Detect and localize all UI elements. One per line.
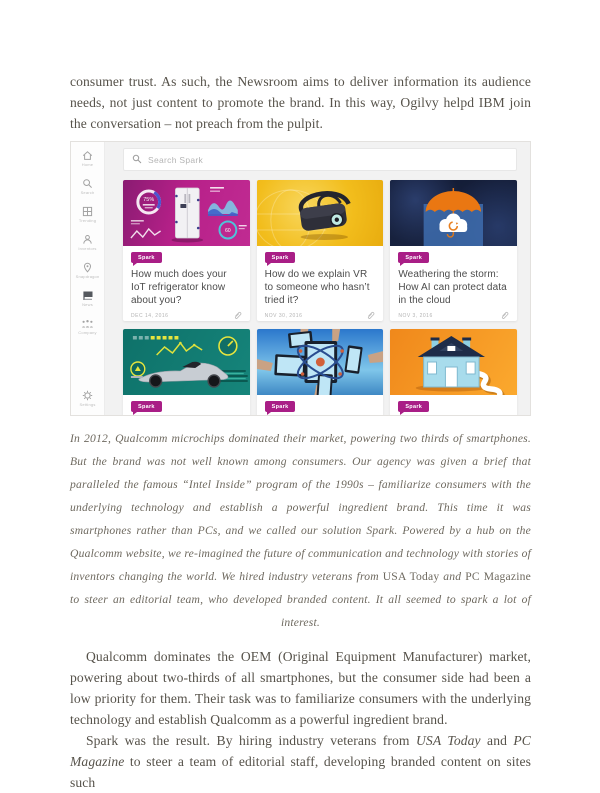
card-footer [265,307,376,321]
spark-tag-badge[interactable]: Spark [265,252,296,263]
spark-sidebar [71,142,105,415]
sidebar-item-trending[interactable] [79,206,96,223]
caption-media-usa-today: USA Today [382,570,440,583]
sidebar-item-label: Company [78,330,97,335]
article-card-grid [123,180,517,415]
sidebar-item-company[interactable] [78,318,97,335]
card-image-iot-fridge [123,180,250,246]
card-body [123,395,250,415]
card-footer [131,307,242,321]
article-card-vr[interactable] [257,180,384,321]
card-title: How much does your IoT refrigerator know about you? [131,269,227,306]
article-card-ai-cloud[interactable] [390,180,517,321]
card-image-smart-house [390,329,517,395]
pin-icon [82,262,93,273]
article-card-house[interactable] [390,329,517,415]
spark-tag-badge[interactable]: Spark [398,401,429,412]
paragraph-spark [70,730,531,793]
gear-icon [82,390,93,401]
card-body [390,246,517,321]
card-body [257,395,384,415]
card-image-vr-headset [257,180,384,246]
sidebar-item-label: News [82,302,93,307]
sidebar-item-label: Home [81,162,94,167]
card-title: Weathering the storm: How AI can protect data in the cloud [398,269,507,306]
card-footer [398,307,509,321]
sidebar-item-inventors[interactable] [78,234,96,251]
sidebar-item-label: Snapdragon [75,274,100,279]
card-date: DEC 14, 2016 [131,313,169,319]
svg-text:60: 60 [225,228,231,235]
spark-tag-badge[interactable]: Spark [131,252,162,263]
sidebar-item-label: Search [80,190,95,195]
sidebar-item-settings[interactable] [79,390,95,407]
svg-text:75%: 75% [143,196,155,204]
card-image-tablets-atom [257,329,384,395]
share-link-icon[interactable] [233,307,242,321]
media-pc-magazine: PC Magazine [70,733,531,769]
card-body [123,246,250,321]
search-icon [132,151,142,169]
sidebar-item-label: Inventors [78,246,97,251]
card-image-racecar [123,329,250,395]
home-icon [82,150,93,161]
caption-media-pc-magazine: PC Magazine [465,570,531,583]
people-icon [81,318,94,329]
spark-tag-badge[interactable]: Spark [398,252,429,263]
search-placeholder: Search Spark [148,154,204,165]
card-image-umbrella-cloud [390,180,517,246]
sidebar-item-search[interactable] [81,178,95,195]
card-title: How do we explain VR to someone who hasn’t tried it? [264,269,370,306]
spark-main-area [105,142,530,415]
spark-website-screenshot [70,141,531,416]
card-body [257,246,384,321]
article-card-racecar[interactable] [123,329,250,415]
person-icon [82,234,93,245]
sidebar-item-snapdragon[interactable] [76,262,100,279]
caption-text: In 2012, Qualcomm microchips dominated their market, powering two thirds of smartphones. But the brand was not well known among consumers. Our agency was given a brief that paralleled the famous “Intel Inside” program of the 1990s – familiarize consumers with the underlying technology and establish a powerful ingredient brand. This time it was smartphones rather than PCs, and we called our solution Spark. Powered by a hub on the Qualcomm website, we re-imagined the future of communication and technology with stories of inventors changing the world. We hired industry veterans from [70,432,531,583]
paragraph-top: consumer trust. As such, the Newsroom aims to deliver information its audience needs, not just content to promote the brand. In this way, Ogilvy helpd IBM join the conversation – not preach from the pulpit. [70,74,531,131]
paragraph-text: to steer a team of editorial staff, developing branded content on sites such [70,754,531,790]
card-body [390,395,517,415]
screenshot-caption [70,427,531,634]
paragraph-text: Spark was the result. By hiring industry veterans from [86,733,417,748]
flag-icon [82,290,94,301]
paragraph-text: and [480,733,514,748]
search-icon [82,178,93,189]
sidebar-item-label: Settings [79,402,96,407]
search-input[interactable] [123,148,517,171]
article-card-tablets[interactable] [257,329,384,415]
share-link-icon[interactable] [500,307,509,321]
caption-text: to steer an editorial team, who developed branded content. It all seemed to spark a lot of interest. [70,593,531,629]
sidebar-item-home[interactable] [82,150,93,167]
caption-text: and [439,570,466,583]
share-link-icon[interactable] [366,307,375,321]
spark-tag-badge[interactable]: Spark [265,401,296,412]
paragraph-qualcomm: Qualcomm dominates the OEM (Original Equipment Manufacturer) market, powering about two-thirds of all smartphones, but the consumer side had been a low priority for them. Their task was to familiarize consumers with the underlying technology and establish Qualcomm as a powerful ingredient brand. [70,649,531,727]
card-date: NOV 30, 2016 [264,313,303,319]
media-usa-today: USA Today [416,733,481,748]
article-card-iot-fridge[interactable] [123,180,250,321]
sidebar-item-news[interactable] [82,290,94,307]
card-date: NOV 3, 2016 [398,313,433,319]
grid-icon [82,206,93,217]
spark-tag-badge[interactable]: Spark [131,401,162,412]
sidebar-item-label: Trending [78,218,97,223]
